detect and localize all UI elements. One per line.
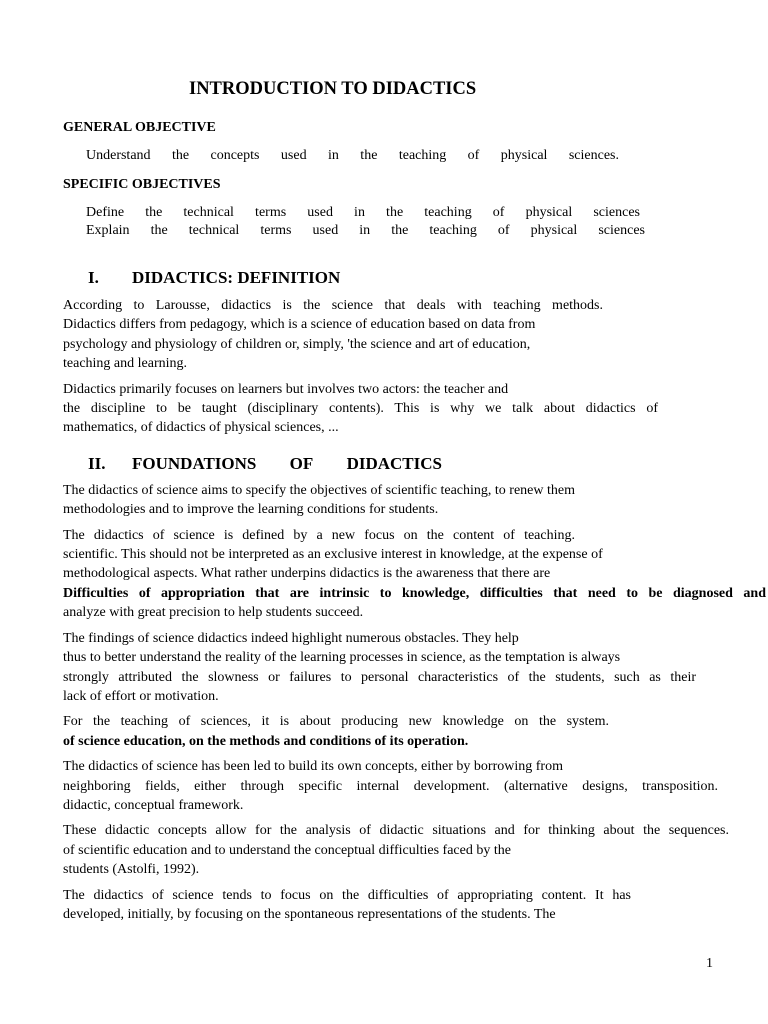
- section-2-title-word: OF: [289, 453, 314, 473]
- section-2-paragraph-2: [63, 526, 768, 623]
- paragraph-line: psychology and physiology of children or, simply, 'the science and art of education,: [63, 336, 531, 352]
- paragraph-line: strongly attributed the slowness or failures to personal characteristics of the students, such as their: [63, 669, 696, 685]
- section-2-paragraph-7: [63, 886, 768, 925]
- paragraph-line: The didactics of science is defined by a new focus on the content of teaching.: [63, 527, 575, 543]
- paragraph-line: These didactic concepts allow for the analysis of didactic situations and for thinking about the sequences.: [63, 823, 729, 839]
- section-2-number: II.: [88, 453, 106, 473]
- specific-objective-item: Explain the technical terms used in the teaching of physical sciences: [86, 223, 645, 238]
- section-2-title-word: FOUNDATIONS: [132, 453, 257, 473]
- paragraph-line: didactic, conceptual framework.: [63, 797, 244, 813]
- general-objective-heading: GENERAL OBJECTIVE: [63, 120, 216, 135]
- paragraph-line: of scientific education and to understand the conceptual difficulties faced by the: [63, 842, 511, 858]
- section-2-paragraph-4: [63, 712, 768, 751]
- paragraph-line: scientific. This should not be interpreted as an exclusive interest in knowledge, at the expense of: [63, 547, 603, 563]
- paragraph-line: mathematics, of didactics of physical sciences, ...: [63, 420, 339, 436]
- paragraph-line: students (Astolfi, 1992).: [63, 862, 200, 878]
- paragraph-line-bold: of science education, on the methods and conditions of its operation.: [63, 733, 469, 749]
- paragraph-line: For the teaching of sciences, it is about producing new knowledge on the system.: [63, 714, 609, 730]
- page-number: 1: [706, 956, 713, 971]
- paragraph-line: The didactics of science has been led to build its own concepts, either by borrowing from: [63, 759, 563, 775]
- section-2-paragraph-5: [63, 757, 768, 815]
- document-title: INTRODUCTION TO DIDACTICS: [189, 79, 477, 99]
- document-page: [63, 78, 768, 924]
- paragraph-line: neighboring fields, either through specific internal development. (alternative designs, transposition.: [63, 778, 718, 794]
- section-2-paragraph-1: [63, 481, 768, 520]
- section-1-paragraph-2: [63, 380, 768, 438]
- section-2-paragraph-6: [63, 821, 768, 879]
- paragraph-line: Didactics primarily focuses on learners but involves two actors: the teacher and: [63, 381, 509, 397]
- paragraph-line: The didactics of science tends to focus on the difficulties of appropriating content. It has: [63, 887, 631, 903]
- section-1-paragraph-1: [63, 296, 768, 374]
- section-1-heading: [88, 267, 768, 289]
- paragraph-line: lack of effort or motivation.: [63, 688, 219, 704]
- section-1-number: I.: [88, 268, 99, 287]
- paragraph-line: teaching and learning.: [63, 356, 188, 372]
- paragraph-line: The findings of science didactics indeed highlight numerous obstacles. They help: [63, 630, 519, 646]
- paragraph-line-bold: Difficulties of appropriation that are intrinsic to knowledge, difficulties that need to be diagnosed and: [63, 585, 766, 601]
- section-2-paragraph-3: [63, 629, 768, 707]
- paragraph-line: methodological aspects. What rather underpins didactics is the awareness that there are: [63, 566, 551, 582]
- paragraph-line: According to Larousse, didactics is the science that deals with teaching methods.: [63, 298, 603, 313]
- section-1-title: DIDACTICS: DEFINITION: [132, 268, 341, 287]
- specific-objective-item: Define the technical terms used in the teaching of physical sciences: [86, 205, 640, 220]
- paragraph-line: methodologies and to improve the learning conditions for students.: [63, 502, 439, 518]
- paragraph-line: thus to better understand the reality of the learning processes in science, as the temptation is always: [63, 650, 621, 666]
- specific-objectives-heading: SPECIFIC OBJECTIVES: [63, 177, 221, 192]
- section-2-heading: [88, 453, 768, 475]
- paragraph-line: analyze with great precision to help students succeed.: [63, 605, 364, 621]
- section-2-title-word: DIDACTICS: [346, 453, 442, 473]
- paragraph-line: the discipline to be taught (disciplinary contents). This is why we talk about didactics of: [63, 401, 658, 417]
- paragraph-line: developed, initially, by focusing on the spontaneous representations of the students. The: [63, 906, 556, 922]
- paragraph-line: The didactics of science aims to specify the objectives of scientific teaching, to renew them: [63, 482, 575, 498]
- paragraph-line: Didactics differs from pedagogy, which is a science of education based on data from: [63, 317, 536, 333]
- general-objective-text: Understand the concepts used in the teaching of physical sciences.: [86, 148, 619, 163]
